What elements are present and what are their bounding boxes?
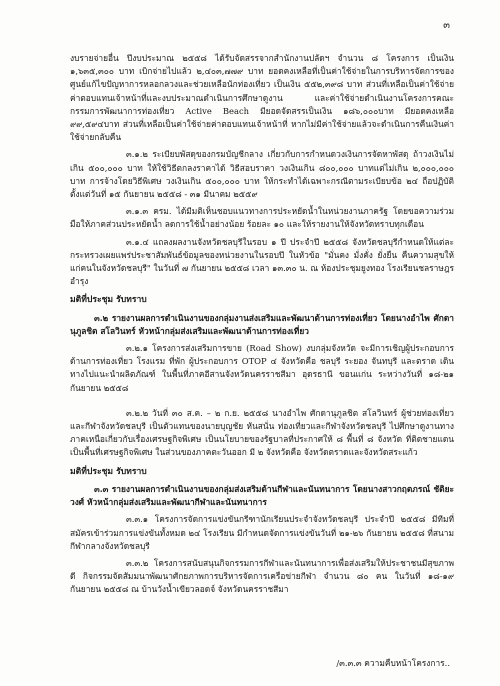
resolution-line: มติที่ประชุม รับทราบ bbox=[70, 295, 147, 306]
paragraph: ๓.๑.๒ ระเบียบพัสดุของกรมบัญชีกลาง เกี่ยวกับการกำหนดวงเงินการจัดหาพัสดุ ถ้าวงเงินไม่เกิน ๕๐๐,๐๐๐ บาท ให้ใช้วิธีตกลงราคาได้ วิธีสอบราคา วงเงินเกิน ๘๐๐,๐๐๐ บาทแต่ไม่เกิน ๒,๐๐๐,๐๐๐ บาท การจ้างโดยวิธีพิเศษ วงเงินเกิน ๕๐๐,๐๐๐ บาท ให้กระทำได้เฉพาะกรณีตามระเบียบข้อ ๒๔ ถือปฏิบัติ ตั้งแต่วันที่ ๑๕ กันยายน ๒๕๕๘ - ๓๑ มีนาคม ๒๕๕๙ bbox=[70, 149, 454, 200]
paragraph: ๓.๓.๒ โครงการสนับสนุนกิจกรรมการกีฬาและนันทนาการเพื่อส่งเสริมให้ประชาชนมีสุขภาพดี กิจกรรมจัดสัมมนาพัฒนาศักยภาพการบริหารจัดการเครือข่ายกีฬา จำนวน ๘๐ คน ในวันที่ ๑๘-๑๙ กันยายน ๒๕๕๘ ณ บ้านวังน้ำเขียวลอดจ์ จังหวัดนครราชสีมา bbox=[70, 557, 454, 595]
page-number: ๓ bbox=[443, 20, 450, 31]
paragraph: ๓.๑.๔ แถลงผลงานจังหวัดชลบุรีในรอบ ๑ ปี ประจำปี ๒๕๕๘ จังหวัดชลบุรีกำหนดให้แต่ละกระทรวงเผยแพร่ประชาสัมพันธ์ข้อมูลของหน่วยงานในรอบปี ในหัวข้อ "มั่นคง มั่งคั่ง ยั่งยืน คืนความสุขให้แก่คนในจังหวัดชลบุรี" ในวันที่ ๗ กันยายน ๒๕๕๘ เวลา ๑๓.๓๐ น. ณ ห้องประชุมยูงทอง โรงเรียนชลราษฎรอำรุง bbox=[70, 236, 454, 287]
continuation-footer: /๓.๓.๓ ความคืบหน้าโครงการ.. bbox=[336, 658, 450, 668]
document-body bbox=[70, 52, 454, 597]
section-heading: ๓.๒ รายงานผลการดำเนินงานของกลุ่มงานส่งเสริมและพัฒนาด้านการท่องเที่ยว โดยนางอำไพ ศักดานุภูลชิต สโลวินทร์ หัวหน้ากลุ่มส่งเสริมและพัฒนาด้านการท่องเที่ยว bbox=[70, 312, 454, 336]
paragraph: ๓.๑.๓ ครม. ได้มีมติเห็นชอบแนวทางการประหยัดน้ำในหน่วยงานภาครัฐ โดยขอความร่วมมือให้ภาคส่วนประหยัดน้ำ ลดการใช้น้ำอย่างน้อย ร้อยละ ๑๐ และให้รายงานให้จังหวัดทราบทุกเดือน bbox=[70, 206, 454, 230]
spacer bbox=[70, 399, 454, 407]
paragraph: ๓.๓.๑ โครงการจัดการแข่งขันกรีฑานักเรียนประจำจังหวัดชลบุรี ประจำปี ๒๕๕๘ มีทีมที่สมัครเข้าร่วมการแข่งขันทั้งหมด ๒๔ โรงเรียน มีกำหนดจัดการแข่งขันวันที่ ๒๑-๒๖ กันยายน ๒๕๕๘ ที่สนามกีฬากลางจังหวัดชลบุรี bbox=[70, 514, 454, 551]
paragraph: ๓.๒.๒ วันที่ ๓๐ ส.ค. – ๒ ก.ย. ๒๕๕๘ นางอำไพ ศักดานุภูลชิต สโลวินทร์ ผู้ช่วยท่องเที่ยวและกีฬาจังหวัดชลบุรี เป็นตัวแทนของนายบุญชัย หันสนั่น ท่องเที่ยวและกีฬาจังหวัดชลบุรี ไปศึกษาดูงานทางภาคเหนือเกี่ยวกับเรื่องเศรษฐกิจพิเศษ เป็นนโยบายของรัฐบาลที่ประกาศให้ ๘ พื้นที่ ๘ จังหวัด ที่ติดชายแดนเป็นพื้นที่เศรษฐกิจพิเศษ ในส่วนของภาคตะวันออก มี ๒ จังหวัดคือ จังหวัดตราดและจังหวัดสระแก้ว bbox=[70, 407, 454, 458]
paragraph: งบรายจ่ายอื่น ปีงบประมาณ ๒๕๕๘ ได้รับจัดสรรจากสำนักงานปลัดฯ จำนวน ๘ โครงการ เป็นเงิน ๑,๖๓๕,๓๐๐ บาท เบิกจ่ายไปแล้ว ๒,๔๐๓,๗๗๙ บาท ยอดคงเหลือที่เป็นค่าใช้จ่ายในการบริหารจัดการของศูนย์แก้ไขปัญหาการหลอกลวงและช่วยเหลือนักท่องเที่ยว เป็นเงิน ๕๕๒,๓๙๘ บาท ส่วนที่เหลือเป็นค่าใช้จ่ายค่าตอบแทนเจ้าหน้าที่และงบประมาณดำเนินการศึกษาดูงาน และค่าใช้จ่ายดำเนินงานโครงการคณะกรรมการพัฒนาการท่องเที่ยว Active Beach มียอดจัดสรรเป็นเงิน ๑๘๖,๐๐๐บาท มียอดคงเหลือ ๙๙,๕๙๔บาท ส่วนที่เหลือเป็นค่าใช้จ่ายค่าตอบแทนเจ้าหน้าที่ หากไม่มีค่าใช้จ่ายแล้วจะดำเนินการคืนเงินค่าใช้จ่ายกลับคืน bbox=[70, 53, 454, 143]
paragraph: ๓.๒.๑ โครงการส่งเสริมการขาย (Road Show) งบกลุ่มจังหวัด จะมีการเชิญผู้ประกอบการด้านการท่องเที่ยว โรงแรม ที่พัก ผู้ประกอบการ OTOP ๔ จังหวัดคือ ชลบุรี ระยอง จันทบุรี และตราด เดินทางไปแนะนำผลิตภัณฑ์ ในพื้นที่ภาคอีสานจังหวัดนครราชสีมา อุดรธานี ขอนแก่น ระหว่างวันที่ ๑๘-๒๑ กันยายน ๒๕๕๘ bbox=[70, 343, 454, 393]
section-heading: ๓.๓ รายงานผลการดำเนินงานของกลุ่มส่งเสริมด้านกีฬาและนันทนาการ โดยนางสาวกฤตภรณ์ ชัติยะวงศ์ หัวหน้ากลุ่มส่งเสริมและพัฒนากีฬาและนันทนาการ bbox=[70, 483, 454, 508]
resolution-line: มติที่ประชุม รับทราบ bbox=[70, 466, 147, 477]
